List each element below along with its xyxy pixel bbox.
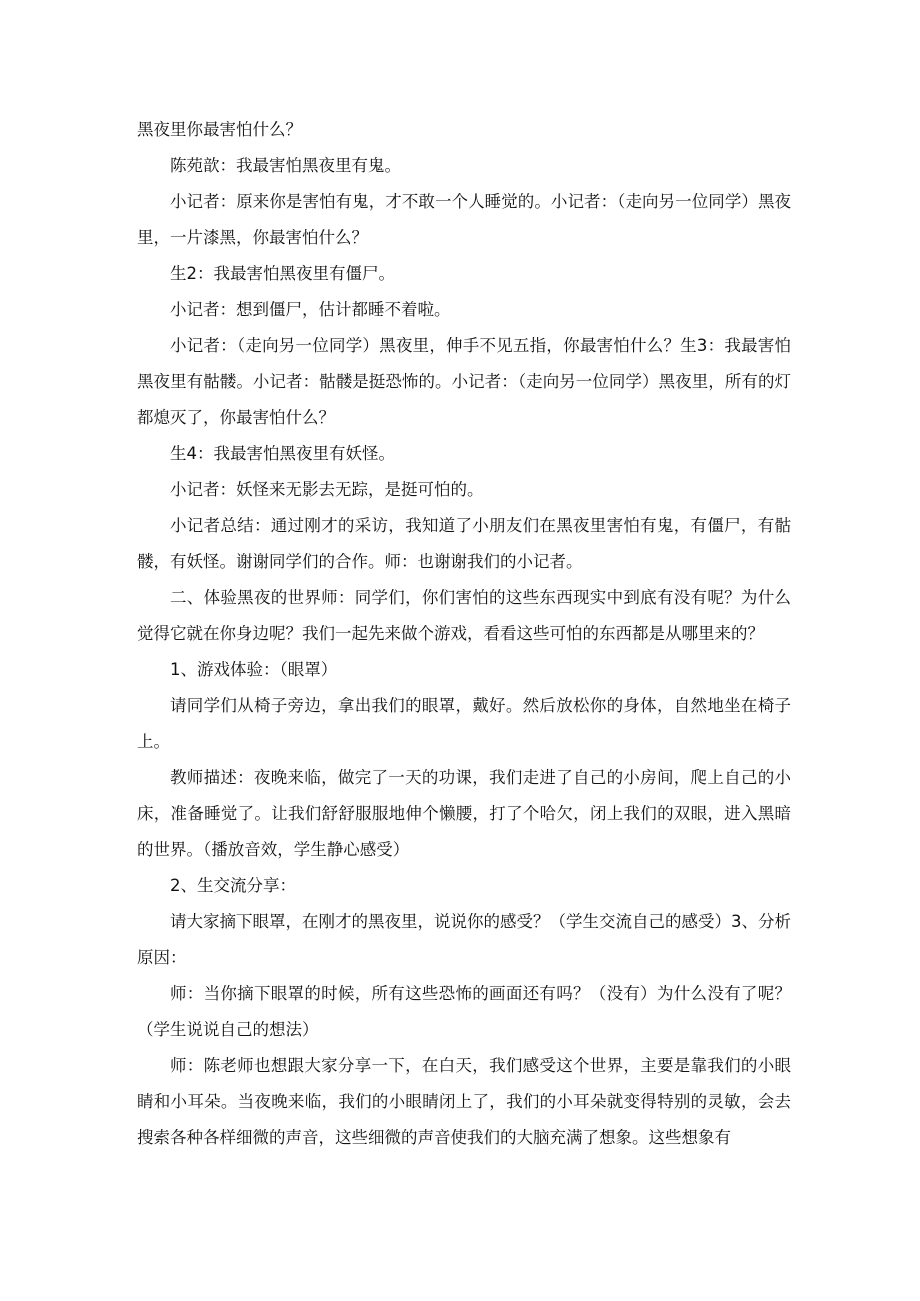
paragraph-reporter-monster: 小记者：妖怪来无影去无踪，是挺可怕的。 <box>170 480 484 499</box>
paragraph-chen-answer: 陈苑歆：我最害怕黑夜里有鬼。 <box>170 156 401 175</box>
paragraph-teacher-description: 教师描述：夜晚来临，做完了一天的功课，我们走进了自己的小房间，爬上自己的小床，准备睡觉了。让我们舒舒服服地伸个懒腰，打了个哈欠，闭上我们的双眼，进入黑暗的世界。（播放音效，学生静心感受） <box>137 768 791 859</box>
paragraph-remove-mask: 请大家摘下眼罩，在刚才的黑夜里，说说你的感受？（学生交流自己的感受）3、分析原因： <box>137 912 791 967</box>
paragraph-reporter-zombie: 小记者：想到僵尸，估计都睡不着啦。 <box>170 300 451 319</box>
paragraph-reporter-summary: 小记者总结：通过刚才的采访，我知道了小朋友们在黑夜里害怕有鬼，有僵尸，有骷髅，有妖怪。谢谢同学们的合作。师：也谢谢我们的小记者。 <box>137 516 791 571</box>
paragraph-reporter-ghost: 小记者：原来你是害怕有鬼，才不敢一个人睡觉的。小记者：（走向另一位同学）黑夜里，一片漆黑，你最害怕什么？ <box>137 192 791 247</box>
paragraph-reporter-skeleton: 小记者：（走向另一位同学）黑夜里，伸手不见五指，你最害怕什么？生3：我最害怕黑夜里有骷髅。小记者：骷髅是挺恐怖的。小记者：（走向另一位同学）黑夜里，所有的灯都熄灭了，你最害怕什么？ <box>137 336 791 427</box>
paragraph-teacher-explanation: 师：陈老师也想跟大家分享一下，在白天，我们感受这个世界，主要是靠我们的小眼睛和小耳朵。当夜晚来临，我们的小眼睛闭上了，我们的小耳朵就变得特别的灵敏，会去搜索各种各样细微的声音，这些细微的声音使我们的大脑充满了想象。这些想象有 <box>137 1056 791 1147</box>
paragraph-section-two: 二、体验黑夜的世界师：同学们，你们害怕的这些东西现实中到底有没有呢？为什么觉得它就在你身边呢？我们一起先来做个游戏，看看这些可怕的东西都是从哪里来的？ <box>137 588 791 643</box>
paragraph-eye-mask-instruction: 请同学们从椅子旁边，拿出我们的眼罩，戴好。然后放松你的身体，自然地坐在椅子上。 <box>137 696 791 751</box>
paragraph-teacher-question: 师：当你摘下眼罩的时候，所有这些恐怖的画面还有吗？（没有）为什么没有了呢？（学生说说自己的想法） <box>137 984 791 1039</box>
paragraph-game-heading: 1、游戏体验：（眼罩） <box>170 660 338 679</box>
document-body <box>137 112 791 1156</box>
paragraph-sharing-heading: 2、生交流分享： <box>170 876 296 895</box>
paragraph-student4-answer: 生4：我最害怕黑夜里有妖怪。 <box>170 444 395 463</box>
paragraph-question-continuation: 黑夜里你最害怕什么？ <box>137 120 302 139</box>
paragraph-student2-answer: 生2：我最害怕黑夜里有僵尸。 <box>170 264 395 283</box>
